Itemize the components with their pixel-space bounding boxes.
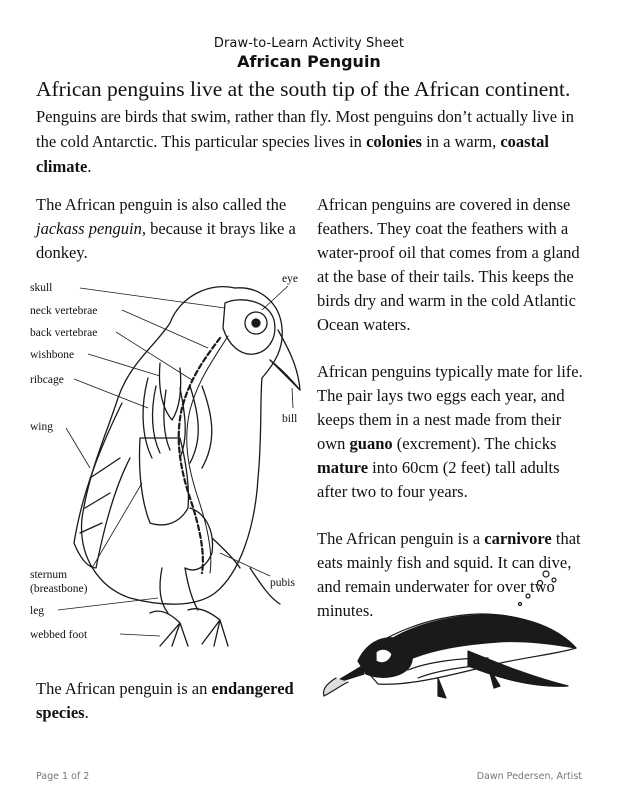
label-wing: wing [30, 421, 53, 433]
artist-credit: Dawn Pedersen, Artist [476, 771, 582, 782]
term-carnivore: carnivore [484, 529, 552, 548]
label-leg: leg [30, 605, 45, 617]
skeleton-drawing [74, 287, 300, 646]
intro-text-1: Penguins are birds that swim, rather than fly. Most penguins don’t actually live in the cold Antarctic. This particular species lives in [36, 107, 574, 151]
endangered-text-2: . [84, 703, 89, 722]
label-neck-vertebrae: neck vertebrae [30, 305, 98, 317]
mating-text-2: (excrement). The chicks [392, 434, 557, 453]
label-pubis: pubis [270, 577, 295, 589]
mating-text-3: into 60cm (2 feet) tall adults after two to four years. [317, 458, 560, 501]
term-jackass-penguin: jackass penguin [36, 219, 142, 238]
label-skull: skull [30, 282, 53, 294]
term-guano: guano [349, 434, 393, 453]
label-sternum: sternum [30, 569, 68, 581]
intro-text-3: . [87, 157, 92, 176]
label-eye: eye [282, 273, 298, 285]
term-endangered-species: endangered species [36, 679, 294, 722]
intro-text-2: in a warm, [421, 132, 501, 151]
term-coastal-climate: coastal climate [36, 132, 549, 176]
label-breastbone: (breastbone) [30, 583, 88, 595]
endangered-text-1: The African penguin is an [36, 679, 212, 698]
label-wishbone: wishbone [30, 349, 75, 361]
intro-paragraph [36, 104, 596, 179]
jackass-text-2: , because it brays like a donkey. [36, 219, 296, 262]
feathers-paragraph: African penguins are covered in dense feathers. They coat the feathers with a water-proof oil that comes from a gland at the base of their tails. This keeps the birds dry and warm in the cold Atlantic Ocean waters. [317, 195, 580, 334]
page-number: Page 1 of 2 [36, 771, 90, 782]
label-webbed-foot: webbed foot [30, 629, 88, 641]
sheet-kicker: Draw-to-Learn Activity Sheet [213, 36, 405, 51]
diet-text-2: that eats mainly fish and squid. It can dive, and remain underwater for over two minutes. [317, 529, 581, 620]
label-ribcage: ribcage [30, 374, 64, 386]
sheet-title: African Penguin [237, 52, 381, 71]
term-colonies: colonies [366, 132, 422, 151]
headline: African penguins live at the south tip of the African continent. [36, 77, 571, 101]
penguin-skeleton-diagram [30, 268, 320, 668]
term-mature: mature [317, 458, 369, 477]
mating-text-1: African penguins typically mate for life. The pair lays two eggs each year, and keeps them in a nest made from their own [317, 362, 583, 453]
endangered-paragraph [36, 677, 296, 725]
label-back-vertebrae: back vertebrae [30, 327, 98, 339]
mating-paragraph [317, 360, 591, 504]
jackass-paragraph [36, 193, 306, 265]
label-bill: bill [282, 413, 298, 425]
jackass-text-1: The African penguin is also called the [36, 195, 287, 214]
diet-text-1: The African penguin is a [317, 529, 485, 548]
worksheet-header [0, 36, 618, 71]
swimming-penguin-illustration [318, 566, 588, 716]
